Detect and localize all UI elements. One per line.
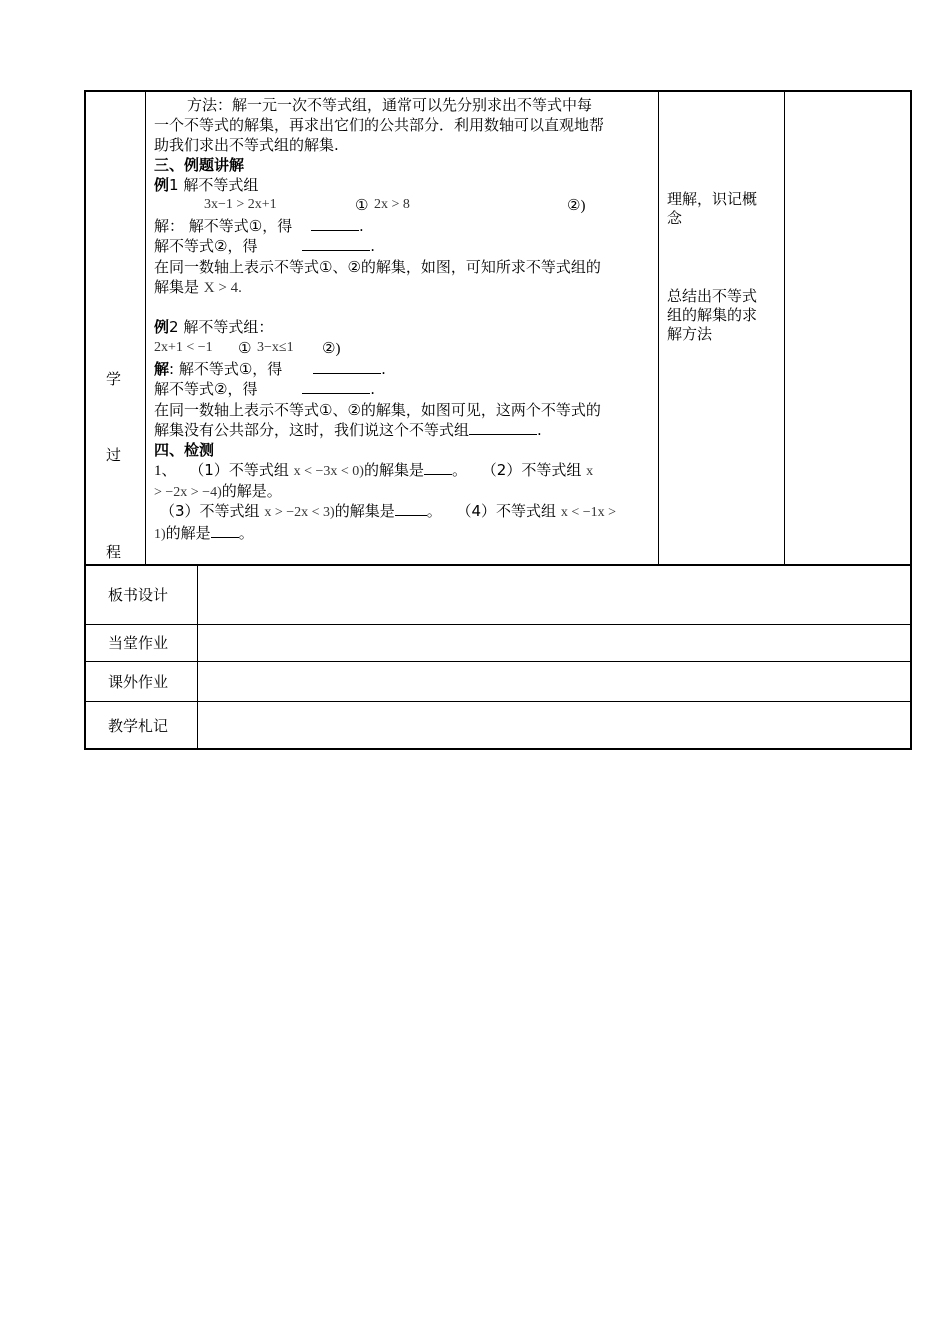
example2-solution2-end: . bbox=[370, 380, 376, 398]
example2-mark2 bbox=[322, 338, 340, 359]
example1-solution1-text: 解： 解不等式①，得 bbox=[154, 217, 293, 235]
row-divider bbox=[85, 661, 911, 662]
row-divider bbox=[85, 624, 911, 625]
process-label-char: 过 bbox=[106, 446, 122, 464]
test-q4-expr-b: 1) bbox=[154, 527, 166, 542]
answer-blank[interactable] bbox=[311, 216, 359, 231]
example1-mark2 bbox=[567, 195, 585, 216]
example2-label: 例 bbox=[154, 318, 170, 336]
answer-blank[interactable] bbox=[424, 460, 452, 475]
divider-bottom-labels bbox=[197, 565, 198, 749]
example1-ineq1: 3x−1 > 2x+1 bbox=[204, 197, 277, 212]
test-q4-end: 。 bbox=[238, 524, 254, 542]
answer-blank[interactable] bbox=[395, 501, 427, 516]
example1-solution2-text: 解不等式②，得 bbox=[154, 237, 258, 255]
example1-solution2-end: . bbox=[370, 237, 376, 255]
example1-ineq2: 2x > 8 bbox=[374, 197, 410, 212]
test-q3-expr: x > −2x < 3) bbox=[264, 505, 335, 520]
example2-ineq2: 3−x≤1 bbox=[257, 340, 294, 355]
test-q2-tail: 的解是 bbox=[221, 482, 267, 500]
example2-mark2-tail: ) bbox=[335, 341, 341, 357]
test-line-3 bbox=[160, 501, 616, 523]
test-number: 1、 bbox=[154, 463, 177, 479]
test-q4-tail: 的解是 bbox=[165, 524, 211, 542]
row-label-classwork: 当堂作业 bbox=[108, 634, 169, 652]
example1-numberline-1: 在同一数轴上表示不等式①、②的解集，如图，可知所求不等式组的 bbox=[154, 258, 601, 276]
note2-line: 组的解集的求 bbox=[667, 306, 758, 324]
note2-line: 解方法 bbox=[667, 325, 713, 343]
example1-title-text: 1 解不等式组 bbox=[169, 176, 259, 194]
test-q3-end: 。 bbox=[426, 502, 442, 520]
row-divider bbox=[85, 701, 911, 702]
test-line-2 bbox=[154, 481, 282, 503]
section3-title: 三、例题讲解 bbox=[154, 156, 245, 174]
example1-mark2-symbol: ② bbox=[567, 196, 581, 214]
test-q4-expr-a: x < −1x > bbox=[560, 505, 617, 520]
method-line-3: 助我们求出不等式组的解集. bbox=[154, 136, 339, 154]
example2-ineq1: 2x+1 < −1 bbox=[154, 340, 213, 355]
row-label-homework: 课外作业 bbox=[108, 673, 169, 691]
method-line-2: 一个不等式的解集，再求出它们的公共部分．利用数轴可以直观地帮 bbox=[154, 116, 605, 134]
note1-line: 念 bbox=[667, 209, 683, 227]
divider-process-label bbox=[145, 91, 146, 565]
divider-content-notes bbox=[658, 91, 659, 565]
note2-line: 总结出不等式 bbox=[667, 287, 758, 305]
example1-solution2 bbox=[154, 236, 375, 256]
example2-solution1-end: . bbox=[381, 360, 386, 378]
test-q3-label: （3）不等式组 bbox=[160, 502, 260, 520]
test-q1-expr: x < −3x < 0) bbox=[293, 464, 364, 479]
example2-mark1: ① bbox=[238, 339, 252, 357]
test-q1-tail: 的解集是 bbox=[363, 461, 424, 479]
example1-mark1: ① bbox=[355, 196, 369, 214]
example1-mark2-tail: ) bbox=[580, 198, 586, 214]
example2-solution1 bbox=[154, 359, 386, 379]
example2-numberline-2 bbox=[154, 420, 542, 440]
divider-notes-extra bbox=[784, 91, 785, 565]
test-q2-expr-a: x bbox=[586, 464, 594, 479]
example2-mark2-symbol: ② bbox=[322, 339, 336, 357]
example2-title-text: 2 解不等式组： bbox=[169, 318, 274, 336]
note1-line: 理解，识记概 bbox=[667, 190, 758, 208]
example1-label: 例 bbox=[154, 176, 170, 194]
example1-solution1-end: . bbox=[359, 217, 364, 235]
test-q4-label: （4）不等式组 bbox=[456, 502, 557, 520]
test-q2-expr-b: > −2x > −4) bbox=[154, 485, 222, 500]
example2-solution2-text: 解不等式②，得 bbox=[154, 380, 258, 398]
answer-blank[interactable] bbox=[302, 379, 370, 394]
answer-blank[interactable] bbox=[302, 236, 370, 251]
section4-title: 四、检测 bbox=[154, 441, 215, 459]
example2-numberline-2-text: 解集没有公共部分，这时，我们说这个不等式组 bbox=[154, 421, 470, 439]
example2-solution-label: 解 bbox=[154, 360, 170, 378]
test-q3-tail: 的解集是 bbox=[334, 502, 395, 520]
method-line-1: 方法：解一元一次不等式组，通常可以先分别求出不等式中每 bbox=[187, 96, 593, 114]
test-q2-label: （2）不等式组 bbox=[481, 461, 582, 479]
example2-solution1-text: : 解不等式①，得 bbox=[169, 360, 283, 378]
example2-numberline-2-end: . bbox=[537, 421, 542, 439]
example1-title bbox=[154, 175, 258, 195]
answer-blank[interactable] bbox=[469, 420, 537, 435]
answer-blank[interactable] bbox=[211, 523, 239, 538]
test-q1-label: （1）不等式组 bbox=[189, 461, 289, 479]
process-label-char: 程 bbox=[106, 543, 122, 561]
test-line-4 bbox=[154, 523, 254, 545]
row-divider bbox=[85, 564, 911, 566]
example2-title bbox=[154, 317, 273, 337]
row-label-board-design: 板书设计 bbox=[108, 586, 169, 604]
row-label-teaching-notes: 教学札记 bbox=[108, 717, 169, 735]
test-line-1 bbox=[154, 460, 593, 482]
example2-solution2 bbox=[154, 379, 375, 399]
example1-solution1 bbox=[154, 216, 364, 236]
test-q2-end: 。 bbox=[266, 482, 282, 500]
example1-answer: X > 4. bbox=[203, 280, 242, 296]
answer-blank[interactable] bbox=[313, 359, 381, 374]
example2-numberline-1: 在同一数轴上表示不等式①、②的解集，如图可见，这两个不等式的 bbox=[154, 401, 601, 419]
example1-numberline-2-text: 解集是 bbox=[154, 278, 200, 296]
process-label-char: 学 bbox=[106, 370, 122, 388]
test-q1-end: 。 bbox=[452, 461, 468, 479]
example1-numberline-2 bbox=[154, 277, 242, 298]
